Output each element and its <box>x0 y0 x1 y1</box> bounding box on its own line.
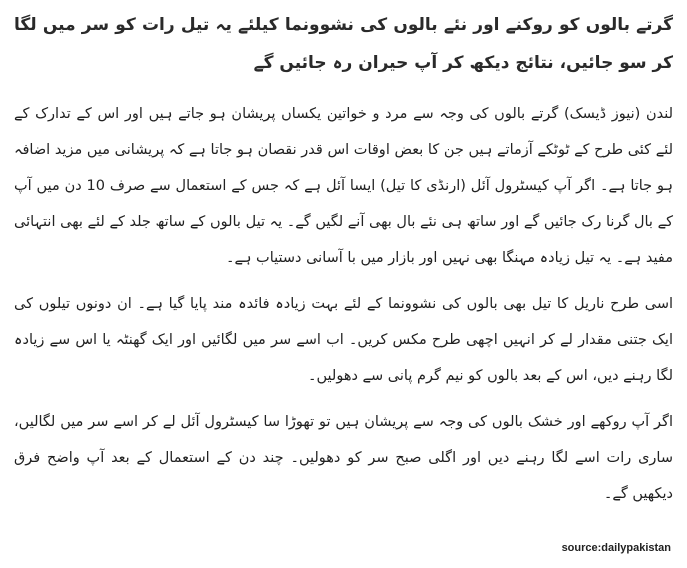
article-paragraph-3: اگر آپ روکھے اور خشک بالوں کی وجہ سے پریشان ہیں تو تھوڑا سا کیسٹرول آئل لے کر اسے سر میں لگالیں، ساری رات اسے لگا رہنے دیں اور اگلی صبح سر کو دھولیں۔ چند دن کے استعمال کے بعد آپ واضح فرق دیکھیں گے۔ <box>14 414 673 502</box>
article-paragraph-2: اسی طرح ناریل کا تیل بھی بالوں کی نشوونما کے لئے بہت زیادہ فائدہ مند پایا گیا ہے۔ ان دونوں تیلوں کی ایک جتنی مقدار لے کر انہیں اچھی طرح مکس کریں۔ اب اسے سر میں لگائیں اور ایک گھنٹہ یا اس سے زیادہ لگا رہنے دیں، اس کے بعد بالوں کو نیم گرم پانی سے دھولیں۔ <box>14 296 673 384</box>
source-credit: source:dailypakistan <box>561 542 671 554</box>
article-paragraph-1: لندن (نیوز ڈیسک) گرتے بالوں کی وجہ سے مرد و خواتین یکساں پریشان ہو جاتے ہیں اور اس کے تدارک کے لئے کئی طرح کے ٹوٹکے آزماتے ہیں جن کا بعض اوقات اس قدر نقصان ہو جاتا ہے کہ پریشانی میں مزید اضافہ ہو جاتا ہے۔ اگر آپ کیسٹرول آئل (ارنڈی کا تیل) ایسا آئل ہے کہ جس کے استعمال سے صرف 10 دن میں آپ کے بال گرنا رک جائیں گے اور ساتھ ہی نئے بال بھی آنے لگیں گے۔ یہ تیل بالوں کے ساتھ جلد کے لئے بھی انتہائی مفید ہے۔ یہ تیل زیادہ مہنگا بھی نہیں اور بازار میں با آسانی دستیاب ہے۔ <box>14 106 673 266</box>
article-body <box>14 6 673 522</box>
article-headline: گرتے بالوں کو روکنے اور نئے بالوں کی نشوونما کیلئے یہ تیل رات کو سر میں لگا کر سو جائیں، نتائج دیکھ کر آپ حیران رہ جائیں گے <box>14 15 673 73</box>
